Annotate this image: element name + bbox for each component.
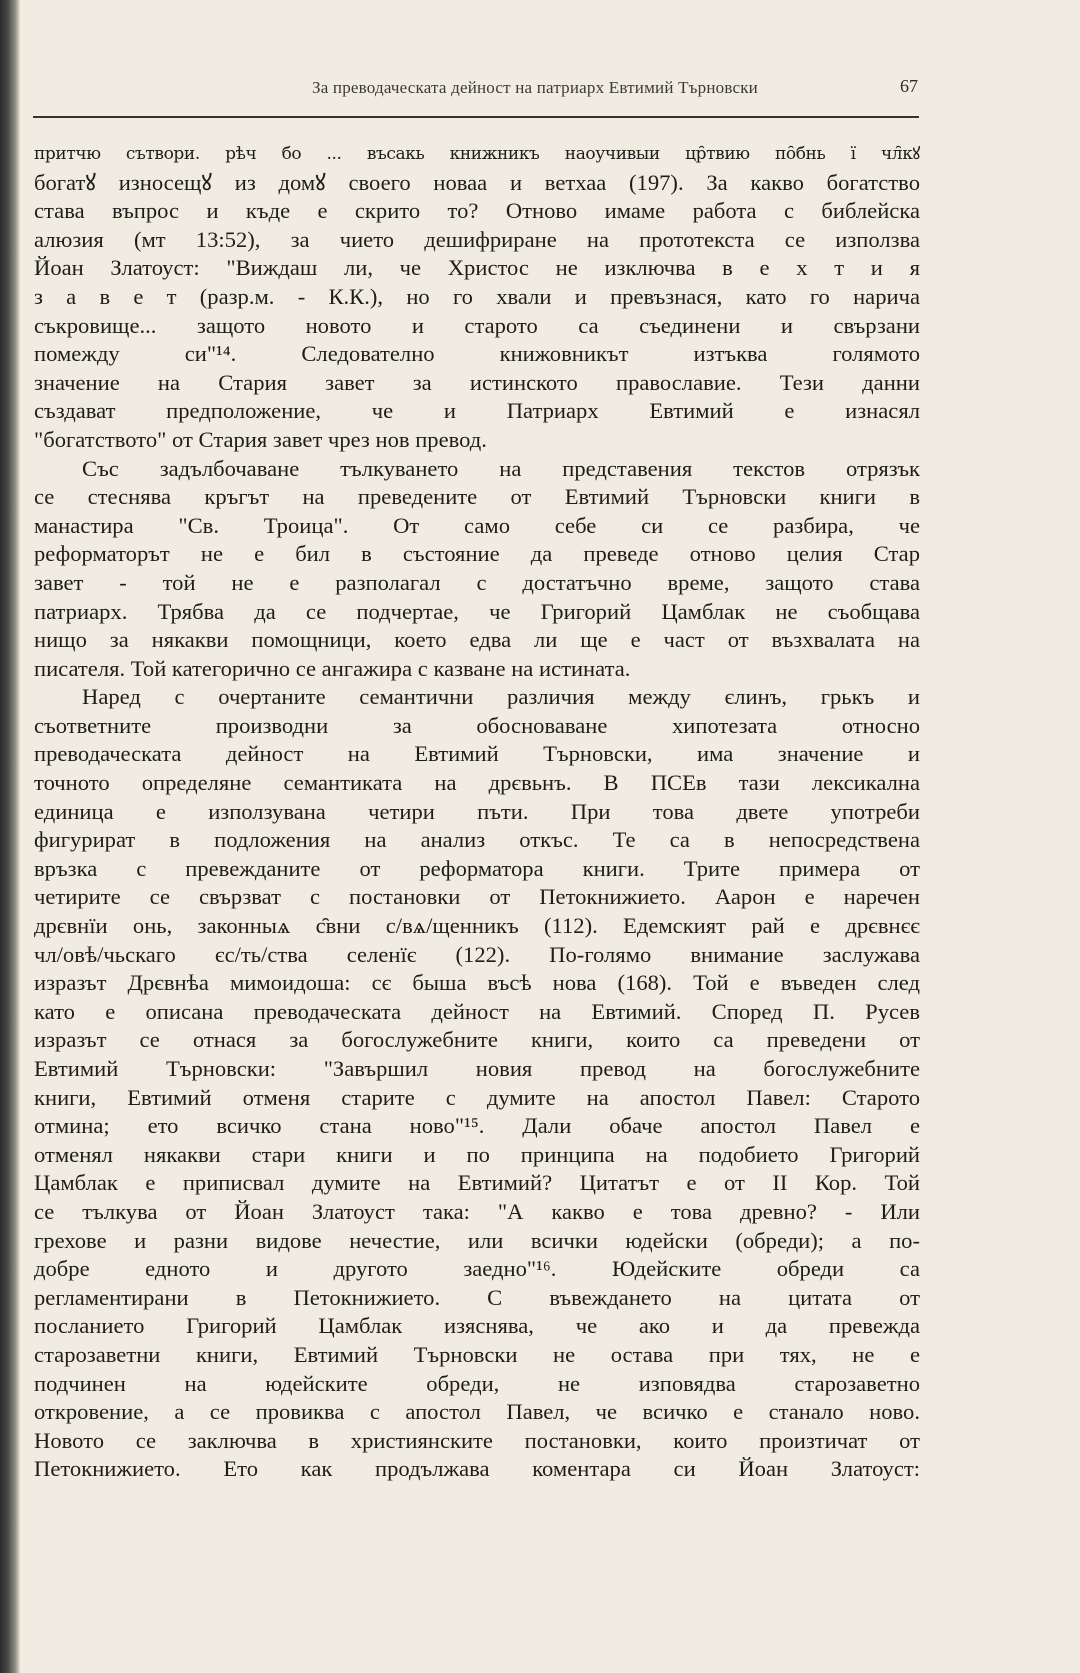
text-line: писателя. Той категорично се ангажира с казване на истината. bbox=[34, 655, 631, 681]
text-line: се стеснява кръгът на преведените от Евтимий Търновски книги в bbox=[34, 484, 920, 510]
text-line: Новото се заключва в християнските постановки, които произтичат от bbox=[34, 1427, 920, 1453]
text-line: книги, Евтимий отменя старите с думите на апостол Павел: Старото bbox=[34, 1084, 920, 1110]
text-line: преводаческата дейност на Евтимий Търновски, има значение и bbox=[34, 741, 920, 767]
page-number: 67 bbox=[900, 76, 918, 96]
text-line: Евтимий Търновски: "Завършил новия превод на богослужебните bbox=[34, 1056, 920, 1081]
text-line: фигурират в подложения на анализ откъс. Те са в непосредствена bbox=[34, 827, 920, 853]
text-line: старозаветни книги, Евтимий Търновски не остава при тях, не е bbox=[34, 1341, 920, 1367]
text-line: откровение, а се провиква с апостол Павел, че всичко е станало ново. bbox=[34, 1399, 920, 1425]
text-line: Йоан Златоуст: "Виждаш ли, че Христос не изключва в е х т и я bbox=[34, 255, 920, 281]
text-line: дрєвнїи онь, законныѧ с̑вни с/вѧ/щенникъ (112). Едемският рай е дрєвнєє bbox=[34, 913, 920, 939]
text-line: алюзия (мт 13:52), за чието дешифриране на прототекста се използва bbox=[34, 226, 920, 252]
text-line: добре едното и другото заедно"¹⁶. Юдейските обреди са bbox=[34, 1256, 920, 1282]
text-line: става въпрос и къде е скрито то? Отново имаме работа с библейска bbox=[34, 198, 920, 224]
text-line: Със задълбочаване тълкуването на представения текстов отрязък bbox=[82, 455, 920, 481]
text-line: създават предположение, че и Патриарх Евтимий е изнасял bbox=[34, 398, 920, 424]
text-line: точното определяне семантиката на дрєвьнъ. В ПСЕв тази лексикална bbox=[34, 770, 920, 796]
text-line: з а в е т (разр.м. - К.К.), но го хвали и превъзнася, като го нарича bbox=[34, 283, 920, 309]
text-line: се тълкува от Йоан Златоуст така: "А какво е това древно? - Или bbox=[34, 1198, 920, 1224]
text-line: като е описана преводаческата дейност на Евтимий. Според П. Русев bbox=[34, 998, 920, 1024]
text-line: "богатството" от Стария завет чрез нов превод. bbox=[34, 426, 487, 452]
text-line: Цамблак е приписвал думите на Евтимий? Цитатът е от II Кор. Той bbox=[34, 1170, 920, 1196]
text-line: грехове и разни видове нечестие, или всички юдейски (обреди); а по- bbox=[34, 1227, 920, 1253]
text-line: съответните производни за обосноваване хипотезата относно bbox=[34, 712, 920, 738]
running-header: За преводаческата дейност на патриарх Евтимий Търновски bbox=[312, 78, 758, 97]
text-line: връзка с превежданите от реформатора книги. Трите примера от bbox=[34, 855, 920, 881]
text-line: богатꙋ износещꙋ из домꙋ своего новаа и ветхаа (197). За какво богатство bbox=[34, 169, 920, 195]
text-line: значение на Стария завет за истинското православие. Тези данни bbox=[34, 369, 920, 395]
text-line: чл/овѣ/чьскаго єс/ть/ства селенїє (122). По-голямо внимание заслужава bbox=[34, 941, 920, 967]
text-line: единица е използувана четири пъти. При това двете употреби bbox=[34, 798, 920, 824]
text-line: завет - той не е разполагал с достатъчно време, защото става bbox=[34, 569, 920, 595]
text-line: реформаторът не е бил в състояние да преведе отново целия Стар bbox=[34, 541, 920, 567]
text-line: нищо за някакви помощници, което едва ли ще е част от възхвалата на bbox=[34, 627, 920, 653]
text-line: регламентирани в Петокнижието. С въвеждането на цитата от bbox=[34, 1284, 920, 1310]
text-line: притчю сътвори. рѣч бо ... въсакь книжникъ наоучивыи цр̑твию по̑бнь ї чл̑кꙋ bbox=[34, 144, 920, 164]
text-line: отменял някакви стари книги и по принципа на подобието Григорий bbox=[34, 1141, 920, 1167]
text-line: патриарх. Трябва да се подчертае, че Григорий Цамблак не съобщава bbox=[34, 598, 920, 624]
text-line: изразът Дрєвнѣа мимоидоша: сє быша въсѣ нова (168). Той е въведен след bbox=[34, 970, 920, 996]
text-line: Петокнижието. Ето как продължава коментара си Йоан Златоуст: bbox=[34, 1456, 920, 1482]
text-line: Наред с очертаните семантични различия между єлинъ, грькъ и bbox=[82, 684, 920, 710]
header-rule bbox=[33, 116, 919, 118]
text-line: посланието Григорий Цамблак изяснява, че ако и да превежда bbox=[34, 1313, 920, 1339]
text-line: манастира "Св. Троица". От само себе си се разбира, че bbox=[34, 512, 920, 538]
body-text bbox=[34, 138, 920, 1484]
text-line: отмина; ето всичко стана ново"¹⁵. Дали обаче апостол Павел е bbox=[34, 1113, 920, 1139]
text-line: подчинен на юдейските обреди, не изповядва старозаветно bbox=[34, 1370, 920, 1396]
text-line: четирите се свързват с постановки от Петокнижието. Аарон е наречен bbox=[34, 884, 920, 910]
text-line: изразът се отнася за богослужебните книги, които са преведени от bbox=[34, 1027, 920, 1053]
text-line: помежду си"¹⁴. Следователно книжовникът изтъква голямото bbox=[34, 341, 920, 367]
text-line: съкровище... защото новото и старото са съединени и свързани bbox=[34, 312, 920, 338]
